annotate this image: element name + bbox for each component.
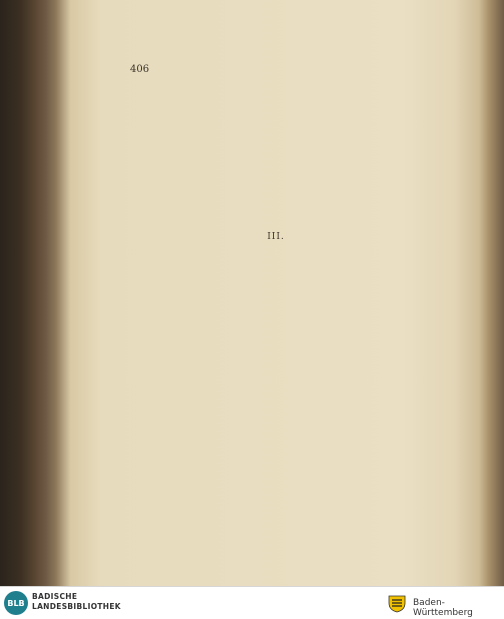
- library-name-line1: BADISCHE: [32, 592, 78, 601]
- section-heading: III.: [267, 232, 285, 242]
- page-number: 406: [130, 64, 150, 75]
- state-crest-icon: [386, 593, 408, 613]
- library-name-line2: LANDESBIBLIOTHEK: [32, 602, 121, 611]
- library-name: [32, 592, 121, 612]
- state-name[interactable]: Baden-Württemberg: [413, 598, 473, 618]
- blb-logo-icon[interactable]: BLB: [4, 591, 28, 615]
- book-page: [70, 18, 482, 578]
- footer-bar: [0, 586, 504, 619]
